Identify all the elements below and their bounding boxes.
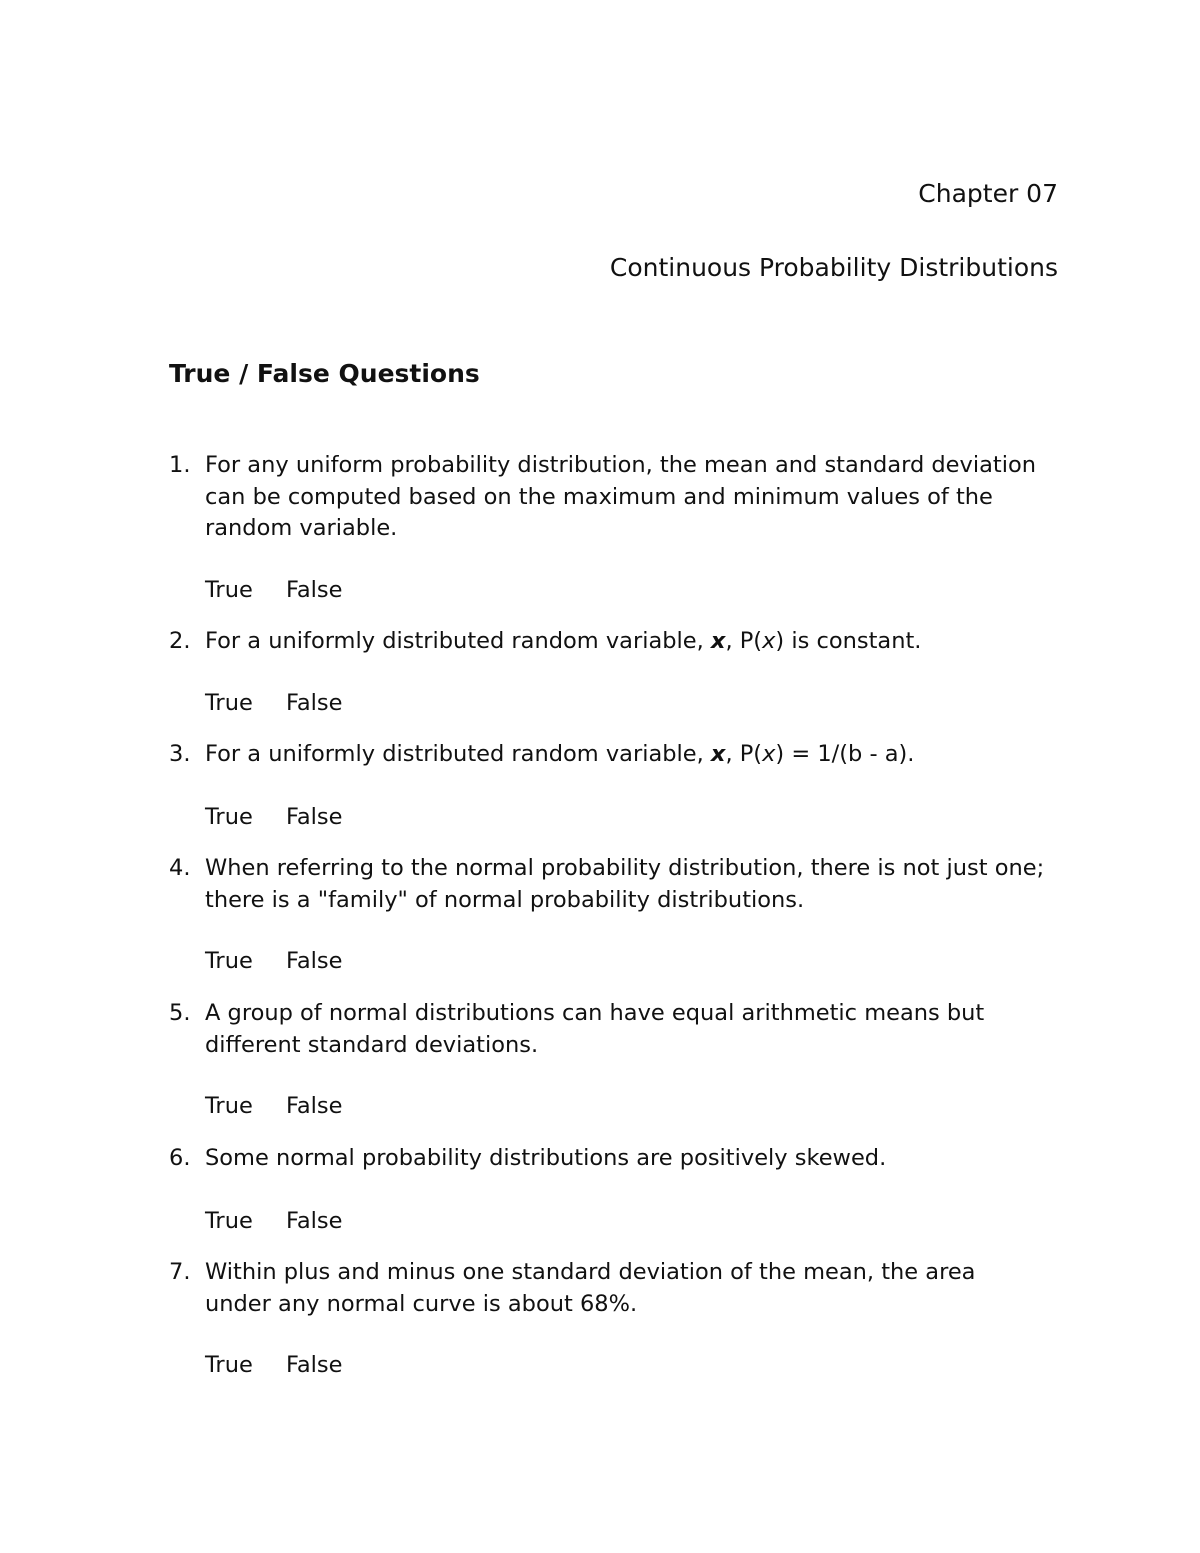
- true-option[interactable]: True: [205, 1093, 253, 1119]
- question-number: 5.: [169, 1000, 191, 1026]
- question-text-part: ) is constant.: [775, 628, 922, 654]
- true-option[interactable]: True: [205, 1352, 253, 1378]
- question-number: 4.: [169, 855, 191, 881]
- answer-choices-6: [205, 1206, 342, 1238]
- answer-choices-4: [205, 946, 342, 978]
- false-option[interactable]: False: [286, 1208, 343, 1234]
- variable-x: x: [710, 741, 726, 767]
- question-text: [205, 626, 1045, 658]
- question-text-part: ) = 1/(b - a).: [775, 741, 915, 767]
- false-option[interactable]: False: [286, 1352, 343, 1378]
- true-option[interactable]: True: [205, 690, 253, 716]
- false-option[interactable]: False: [286, 804, 343, 830]
- variable-x: x: [762, 741, 776, 767]
- true-option[interactable]: True: [205, 1208, 253, 1234]
- variable-x: x: [710, 628, 726, 654]
- answer-choices-2: [205, 688, 342, 720]
- answer-choices-3: [205, 802, 342, 834]
- question-text: [205, 739, 1045, 771]
- question-text-part: For a uniformly distributed random variable,: [205, 628, 711, 654]
- question-text-part: For a uniformly distributed random variable,: [205, 741, 711, 767]
- answer-choices-7: [205, 1350, 342, 1382]
- true-option[interactable]: True: [205, 948, 253, 974]
- question-text: A group of normal distributions can have equal arithmetic means but different standard deviations.: [205, 1000, 985, 1058]
- false-option[interactable]: False: [286, 690, 343, 716]
- chapter-heading: Chapter 07: [918, 179, 1058, 208]
- question-text: Within plus and minus one standard deviation of the mean, the area under any normal curve is about 68%.: [205, 1259, 976, 1317]
- section-title: True / False Questions: [169, 359, 480, 388]
- true-option[interactable]: True: [205, 577, 253, 603]
- true-option[interactable]: True: [205, 804, 253, 830]
- question-text: Some normal probability distributions are positively skewed.: [205, 1145, 887, 1171]
- question-number: 7.: [169, 1259, 191, 1285]
- false-option[interactable]: False: [286, 948, 343, 974]
- answer-choices-5: [205, 1091, 342, 1123]
- question-text: For any uniform probability distribution, the mean and standard deviation can be computed based on the maximum and minimum values of the random variable.: [205, 452, 1036, 541]
- question-number: 3.: [169, 741, 191, 767]
- answer-choices-1: [205, 575, 342, 607]
- question-text-part: , P(: [725, 741, 763, 767]
- question-text: When referring to the normal probability distribution, there is not just one; there is a "family" of normal probability distributions.: [205, 855, 1045, 913]
- false-option[interactable]: False: [286, 577, 343, 603]
- false-option[interactable]: False: [286, 1093, 343, 1119]
- question-number: 2.: [169, 628, 191, 654]
- chapter-subject: Continuous Probability Distributions: [609, 253, 1058, 282]
- question-number: 6.: [169, 1145, 191, 1171]
- question-text-part: , P(: [725, 628, 763, 654]
- question-number: 1.: [169, 452, 191, 478]
- variable-x: x: [762, 628, 776, 654]
